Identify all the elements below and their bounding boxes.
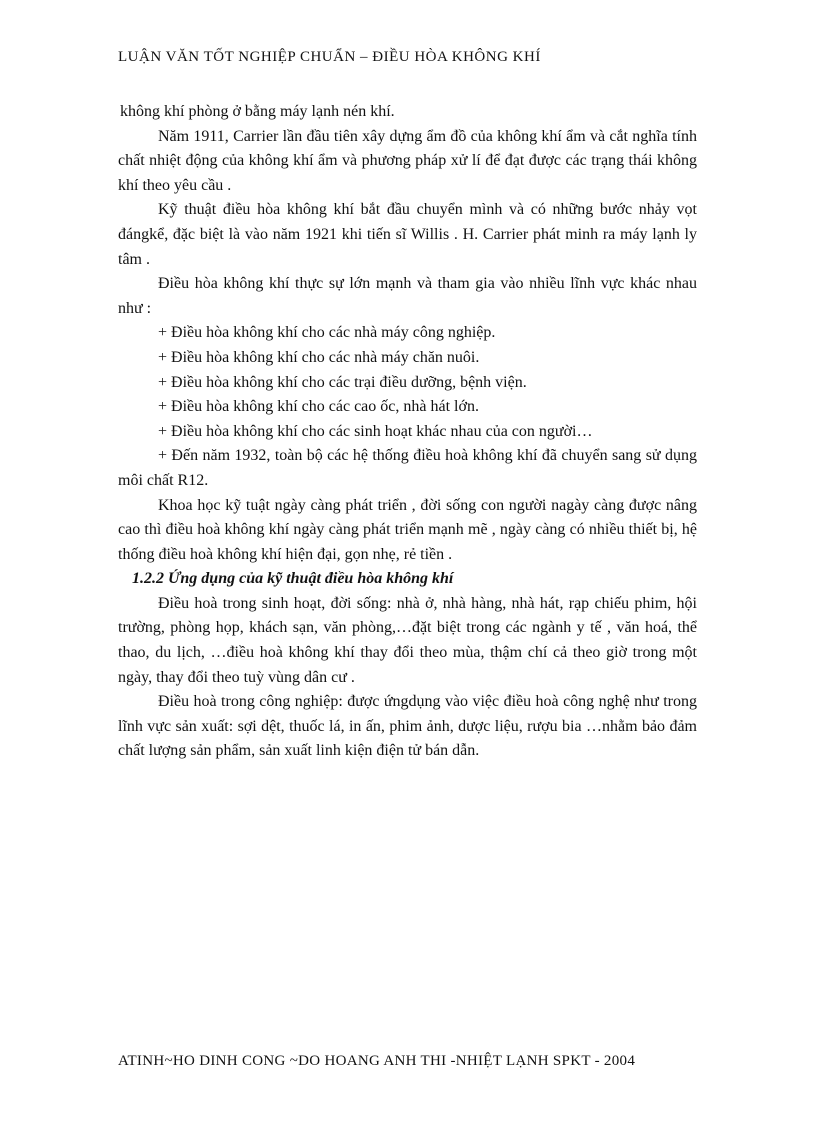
bullet-item: + Điều hòa không khí cho các trại điều dưỡng, bệnh viện.: [158, 373, 527, 391]
document-body: [118, 100, 697, 764]
paragraph-daily-life: Điều hoà trong sinh hoạt, đời sống: nhà ở, nhà hàng, nhà hát, rạp chiếu phim, hội trường, phòng họp, khách sạn, văn phòng,…đặt biệt trong các ngành y tế , văn hoá, thể thao, du lịch, …điều hoà không khí thay đổi theo mùa, thậm chí cả theo giờ trong một ngày, thay đổi theo tuỳ vùng dân cư .: [118, 594, 697, 686]
paragraph-intro: không khí phòng ở bằng máy lạnh nén khí.: [120, 103, 395, 120]
paragraph-carrier-1921: Kỹ thuật điều hòa không khí bắt đầu chuyển mình và có những bước nhảy vọt đángkể, đặc biệt là vào năm 1921 khi tiến sĩ Willis . H. Carrier phát minh ra máy lạnh ly tâm .: [118, 201, 697, 268]
bullet-item: + Điều hòa không khí cho các nhà máy chăn nuôi.: [158, 348, 480, 366]
paragraph-development: Khoa học kỹ tuật ngày càng phát triển , đời sống con người nagày càng được nâng cao thì điều hoà không khí ngày càng phát triển mạnh mẽ , ngày càng có nhiều thiết bị, hệ thống điều hoà không khí hiện đại, gọn nhẹ, rẻ tiền .: [118, 496, 697, 563]
paragraph-carrier-1911: Năm 1911, Carrier lần đầu tiên xây dựng ẩm đồ của không khí ẩm và cắt nghĩa tính chất nhiệt động của không khí ẩm và phương pháp xử lí để đạt được các trạng thái không khí theo yêu cầu .: [118, 127, 697, 194]
bullet-item: + Điều hòa không khí cho các nhà máy công nghiệp.: [158, 324, 496, 342]
paragraph-fields-intro: Điều hòa không khí thực sự lớn mạnh và tham gia vào nhiều lĩnh vực khác nhau như :: [118, 275, 697, 317]
section-heading: 1.2.2 Ứng dụng của kỹ thuật điều hòa không khí: [132, 570, 454, 588]
page-header: LUẬN VĂN TỐT NGHIỆP CHUẨN – ĐIỀU HÒA KHÔNG KHÍ: [118, 49, 541, 65]
page-footer: ATINH~HO DINH CONG ~DO HOANG ANH THI -NHIỆT LẠNH SPKT - 2004: [118, 1053, 636, 1069]
paragraph-industry: Điều hoà trong công nghiệp: được ứngdụng vào việc điều hoà công nghệ như trong lĩnh vực sản xuất: sợi dệt, thuốc lá, in ấn, phim ảnh, dược liệu, rượu bia …nhằm bảo đảm chất lượng sản phẩm, sản xuất linh kiện điện tử bán dẫn.: [118, 693, 697, 760]
bullet-item: + Điều hòa không khí cho các cao ốc, nhà hát lớn.: [158, 398, 479, 416]
bullet-item: + Điều hòa không khí cho các sinh hoạt khác nhau của con người…: [158, 422, 593, 440]
bullet-item-r12: + Đến năm 1932, toàn bộ các hệ thống điều hoà không khí đã chuyển sang sử dụng môi chất R12.: [118, 447, 697, 489]
